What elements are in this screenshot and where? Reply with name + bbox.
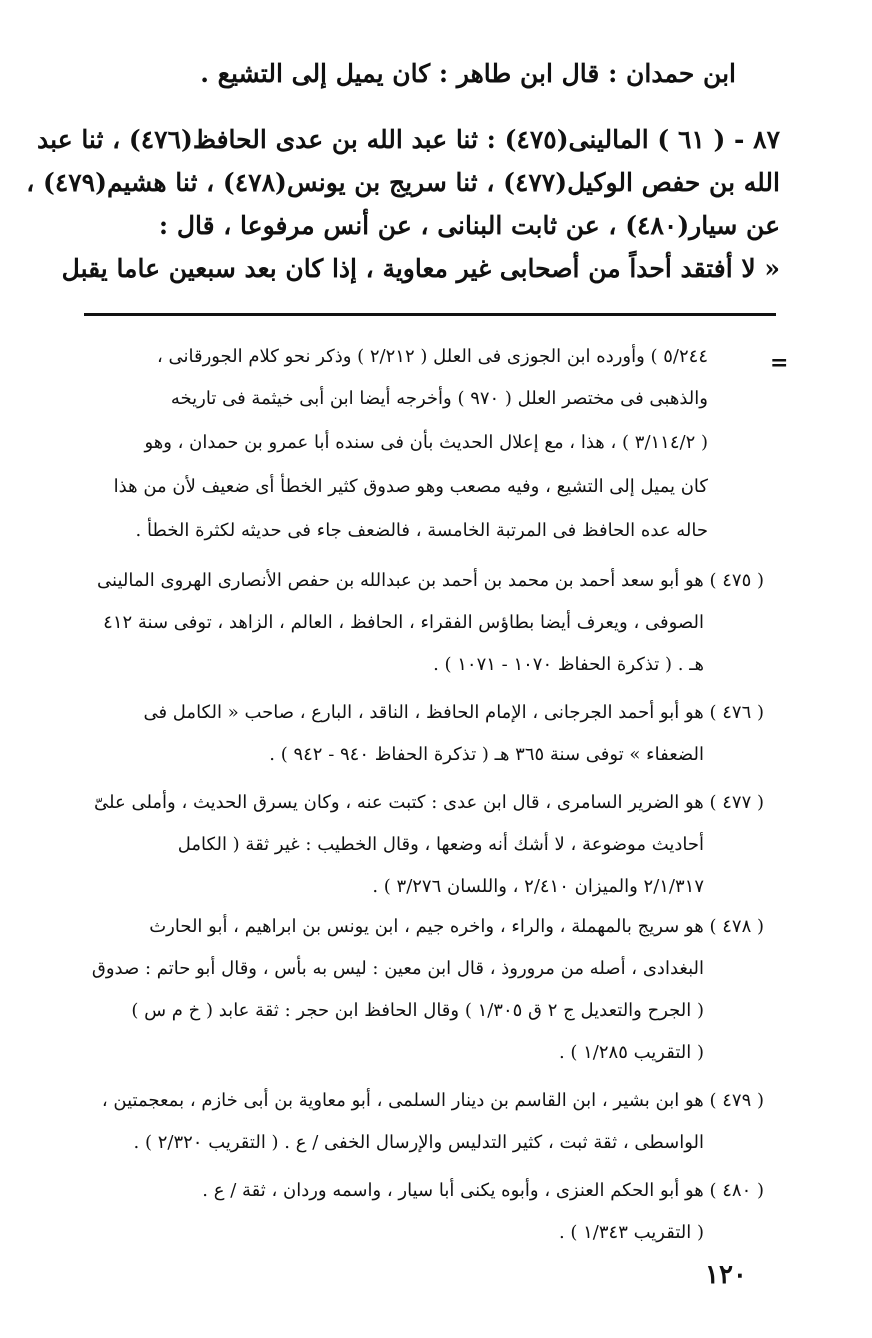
footnote-line: ( التقريب ١/٣٤٣ ) . [558,1222,704,1243]
footnote-line: البغدادى ، أصله من مروروذ ، قال ابن معين : ليس به بأس ، وقال أبو حاتم : صدوق [91,958,704,979]
footnote-478: ( ٤٧٨ ) هو سريج بالمهملة ، والراء ، واخره جيم ، ابن يونس بن ابراهيم ، أبو الحارث [149,916,764,937]
footnote-477: ( ٤٧٧ ) هو الضرير السامرى ، قال ابن عدى : كتبت عنه ، وكان يسرق الحديث ، وأملى علىّ [94,792,764,813]
footnote-line: ( الجرح والتعديل ج ٢ ق ١/٣٠٥ ) وقال الحافظ ابن حجر : ثقة عابد ( خ م س ) [131,1000,704,1021]
footnote-line: حاله عده الحافظ فى المرتبة الخامسة ، فالضعف جاء فى حديثه لكثرة الخطأ . [135,520,708,541]
footnote-480: ( ٤٨٠ ) هو أبو الحكم العنزى ، وأبوه يكنى أبا سيار ، واسمه وردان ، ثقة / ع . [202,1180,764,1201]
footnote-line: الضعفاء » توفى سنة ٣٦٥ هـ ( تذكرة الحفاظ ٩٤٠ - ٩٤٢ ) . [269,744,704,765]
footnote-line: أحاديث موضوعة ، لا أشك أنه وضعها ، وقال الخطيب : غير ثقة ( الكامل [177,834,704,855]
continuation-marker: = [770,350,789,376]
footnote-476: ( ٤٧٦ ) هو أبو أحمد الجرجانى ، الإمام الحافظ ، الناقد ، البارع ، صاحب « الكامل فى [143,702,764,723]
main-line: ابن حمدان : قال ابن طاهر : كان يميل إلى التشيع . [200,59,736,88]
footnote-line: هـ . ( تذكرة الحفاظ ١٠٧٠ - ١٠٧١ ) . [433,654,704,675]
footnote-separator [84,313,776,316]
footnote-line: ( ٣/١١٤/٢ ) ، هذا ، مع إعلال الحديث بأن فى سنده أبا عمرو بن حمدان ، وهو [144,432,708,453]
footnote-479: ( ٤٧٩ ) هو ابن بشير ، ابن القاسم بن دينار السلمى ، أبو معاوية بن أبى خازم ، بمعجمتين ، [101,1090,764,1111]
footnote-line: ٢/١/٣١٧ والميزان ٢/٤١٠ ، واللسان ٣/٢٧٦ ) . [372,876,704,897]
footnote-line: ٥/٢٤٤ ) وأورده ابن الجوزى فى العلل ( ٢/٢١٢ ) وذكر نحو كلام الجورقانى ، [156,346,708,367]
main-line: ٨٧ - ( ٦١ ) المالينى(٤٧٥) : ثنا عبد الله بن عدى الحافظ(٤٧٦) ، ثنا عبد [37,125,780,154]
page-number: ١٢٠ [705,1260,747,1290]
footnote-line: ( التقريب ١/٢٨٥ ) . [558,1042,704,1063]
footnote-line: والذهبى فى مختصر العلل ( ٩٧٠ ) وأخرجه أيضا ابن أبى خيثمة فى تاريخه [170,388,708,409]
main-line: الله بن حفص الوكيل(٤٧٧) ، ثنا سريج بن يونس(٤٧٨) ، ثنا هشيم(٤٧٩) ، [26,168,780,197]
main-line: عن سيار(٤٨٠) ، عن ثابت البنانى ، عن أنس مرفوعا ، قال : [158,211,780,240]
footnote-line: الصوفى ، ويعرف أيضا بطاؤس الفقراء ، الحافظ ، العالم ، الزاهد ، توفى سنة ٤١٢ [103,612,704,633]
main-line: « لا أفتقد أحداً من أصحابى غير معاوية ، إذا كان بعد سبعين عاما يقبل [61,254,780,283]
footnote-line: كان يميل إلى التشيع ، وفيه مصعب وهو صدوق كثير الخطأ أى ضعيف لأن من هذا [113,476,708,497]
footnote-475: ( ٤٧٥ ) هو أبو سعد أحمد بن محمد بن أحمد بن عبدالله بن حفص الأنصارى الهروى المالينى [97,570,764,591]
footnote-line: الواسطى ، ثقة ثبت ، كثير التدليس والإرسال الخفى / ع . ( التقريب ٢/٣٢٠ ) . [133,1132,704,1153]
